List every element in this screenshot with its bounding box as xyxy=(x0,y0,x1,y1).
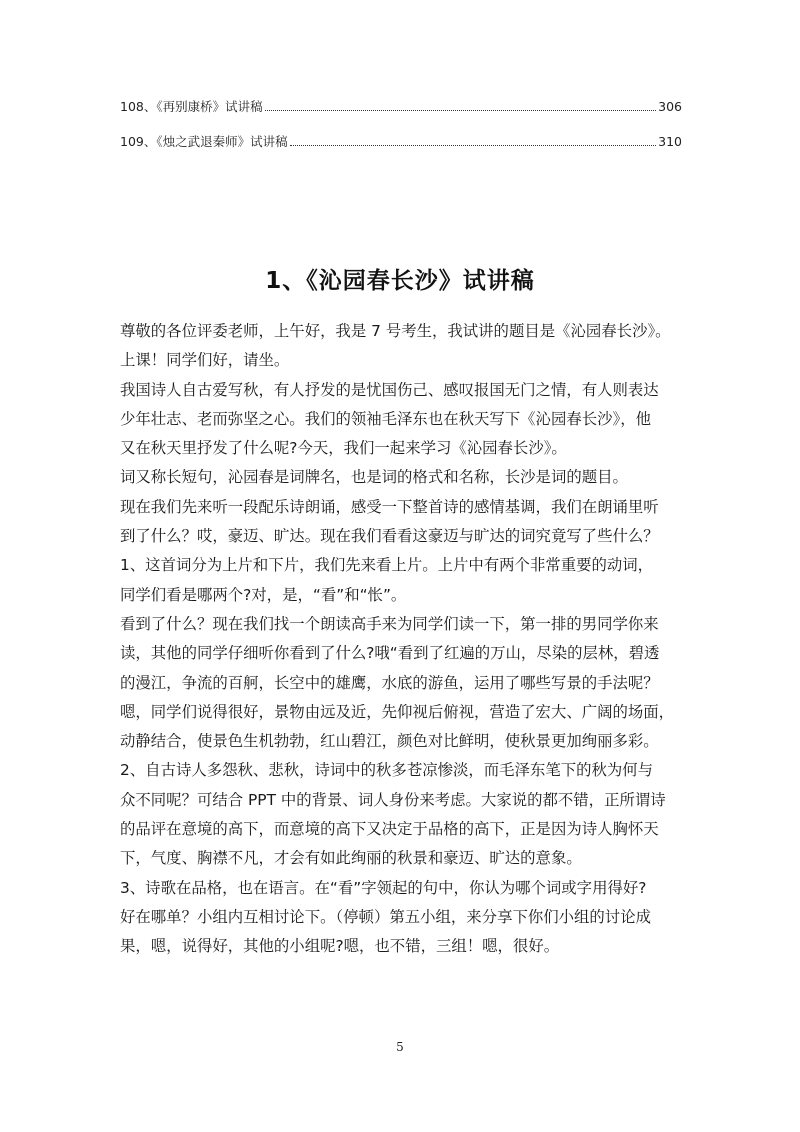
text-line: 尊敬的各位评委老师，上午好，我是 7 号考生，我试讲的题目是《沁园春长沙》。 xyxy=(120,322,671,340)
text-line: 上课！同学们好，请坐。 xyxy=(120,351,290,370)
toc-entry[interactable] xyxy=(120,132,682,150)
text-line: 又在秋天里抒发了什么呢?今天，我们一起来学习《沁园春长沙》。 xyxy=(120,439,567,458)
lecture-body xyxy=(120,317,682,962)
text-line: 到了什么？哎，豪迈、旷达。现在我们看看这豪迈与旷达的词究竟写了些什么？ xyxy=(120,527,659,546)
toc-dot-leader xyxy=(265,109,657,111)
table-of-contents xyxy=(120,97,682,167)
text-line: 读，其他的同学仔细听你看到了什么?哦“看到了红遍的万山，尽染的层林，碧透 xyxy=(120,644,660,663)
text-line: 3、诗歌在品格，也在语言。在“看”字领起的句中，你认为哪个词或字用得好? xyxy=(120,878,647,897)
text-line: 嗯，同学们说得很好，景物由远及近，先仰视后俯视，营造了宏大、广阔的场面， xyxy=(120,702,675,721)
section-heading: 1、《沁园春长沙》试讲稿 xyxy=(265,268,535,294)
text-line: 动静结合，使景色生机勃勃，红山碧江，颜色对比鲜明，使秋景更加绚丽多彩。 xyxy=(120,732,659,751)
text-line: 现在我们先来听一段配乐诗朗诵，感受一下整首诗的感情基调，我们在朗诵里听 xyxy=(120,497,659,516)
text-line: 同学们看是哪两个?对，是，“看”和“怅”。 xyxy=(120,585,407,604)
text-line: 众不同呢？可结合 PPT 中的背景、词人身份来考虑。大家说的都不错，正所谓诗 xyxy=(120,790,666,809)
page-number: 5 xyxy=(396,1040,404,1054)
toc-entry-title: 108、《再别康桥》试讲稿 xyxy=(120,99,263,114)
toc-entry[interactable] xyxy=(120,97,682,115)
toc-entry-title: 109、《烛之武退秦师》试讲稿 xyxy=(120,134,288,149)
toc-entry-page: 306 xyxy=(658,99,682,114)
text-line: 的品评在意境的高下，而意境的高下又决定于品格的高下，正是因为诗人胸怀天 xyxy=(120,820,659,839)
text-line: 看到了什么？现在我们找一个朗读高手来为同学们读一下，第一排的男同学你来 xyxy=(120,614,659,633)
text-line: 好在哪单？小组内互相讨论下。（停顿）第五小组，来分享下你们小组的讨论成 xyxy=(120,907,651,926)
text-line: 果，嗯，说得好，其他的小组呢?嗯，也不错，三组！嗯，很好。 xyxy=(120,937,560,956)
text-line: 我国诗人自古爱写秋，有人抒发的是忧国伤己、感叹报国无门之情，有人则表达 xyxy=(120,380,659,399)
text-line: 下，气度、胸襟不凡，才会有如此绚丽的秋景和豪迈、旷达的意象。 xyxy=(120,849,582,868)
text-line: 词又称长短句，沁园春是词牌名，也是词的格式和名称，长沙是词的题目。 xyxy=(120,468,628,487)
toc-entry-page: 310 xyxy=(658,134,682,149)
text-line: 2、自古诗人多怨秋、悲秋，诗词中的秋多苍凉惨淡，而毛泽东笔下的秋为何与 xyxy=(120,761,654,780)
text-line: 1、这首词分为上片和下片，我们先来看上片。上片中有两个非常重要的动词， xyxy=(120,556,654,575)
toc-dot-leader xyxy=(290,144,657,146)
text-line: 的漫江，争流的百舸，长空中的雄鹰，水底的游鱼，运用了哪些写景的手法呢？ xyxy=(120,673,659,692)
text-line: 少年壮志、老而弥坚之心。我们的领袖毛泽东也在秋天写下《沁园春长沙》，他 xyxy=(120,409,651,428)
